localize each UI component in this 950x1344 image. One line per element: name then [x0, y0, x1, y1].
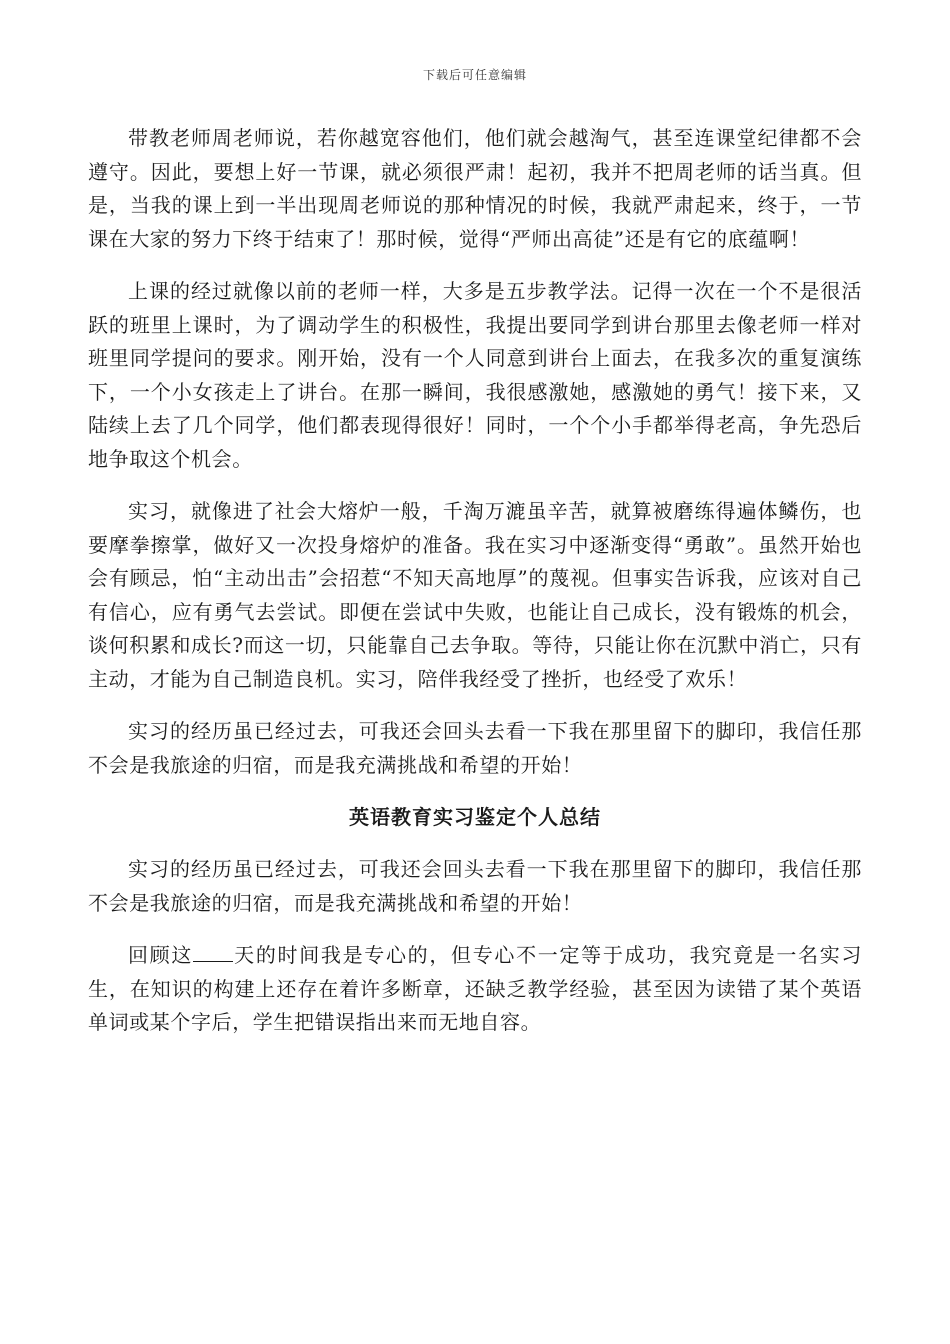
- paragraph-review: [88, 939, 862, 1040]
- review-text-rest: 天的时间我是专心的，但专心不一定等于成功，我究竟是一名实习生，在知识的构建上还存在着许多断章，还缺乏教学经验，甚至因为读错了某个英语单词或某个字后，学生把错误指出来而无地自容。: [88, 943, 862, 1034]
- paragraph-section-intro: 实习的经历虽已经过去，可我还会回头去看一下我在那里留下的脚印，我信任那不会是我旅途的归宿，而是我充满挑战和希望的开始！: [88, 857, 862, 915]
- section-title: 英语教育实习鉴定个人总结: [349, 805, 601, 829]
- fill-in-blank: [193, 943, 233, 962]
- page-header: 下载后可任意编辑: [422, 68, 527, 82]
- paragraph-internship-ending: 实习的经历虽已经过去，可我还会回头去看一下我在那里留下的脚印，我信任那不会是我旅途的归宿，而是我充满挑战和希望的开始！: [88, 719, 862, 777]
- paragraph-strict-teacher: 带教老师周老师说，若你越宽容他们，他们就会越淘气，甚至连课堂纪律都不会遵守。因此，要想上好一节课，就必须很严肃！起初，我并不把周老师的话当真。但是，当我的课上到一半出现周老师说的那种情况的时候，我就严肃起来，终于，一节课在大家的努力下终于结束了！那时候，觉得“严师出高徒”还是有它的底蕴啊！: [88, 126, 862, 251]
- review-text-start: 回顾这: [128, 943, 194, 967]
- document-body: [88, 122, 862, 1059]
- paragraph-internship-furnace: 实习，就像进了社会大熔炉一般，千淘万漉虽辛苦，就算被磨练得遍体鳞伤，也要摩拳擦掌，做好又一次投身熔炉的准备。我在实习中逐渐变得“勇敢”。虽然开始也会有顾忌，怕“主动出击”会招惹“不知天高地厚”的蔑视。但事实告诉我，应该对自己有信心，应有勇气去尝试。即便在尝试中失败，也能让自己成长，没有锻炼的机会，谈何积累和成长?而这一切，只能靠自己去争取。等待，只能让你在沉默中消亡，只有主动，才能为自己制造良机。实习，陪伴我经受了挫折，也经受了欢乐！: [88, 499, 862, 691]
- paragraph-class-process: 上课的经过就像以前的老师一样，大多是五步教学法。记得一次在一个不是很活跃的班里上课时，为了调动学生的积极性，我提出要同学到讲台那里去像老师一样对班里同学提问的要求。刚开始，没有一个人同意到讲台上面去，在我多次的重复演练下，一个小女孩走上了讲台。在那一瞬间，我很感激她，感激她的勇气！接下来，又陆续上去了几个同学，他们都表现得很好！同时，一个个小手都举得老高，争先恐后地争取这个机会。: [88, 279, 862, 471]
